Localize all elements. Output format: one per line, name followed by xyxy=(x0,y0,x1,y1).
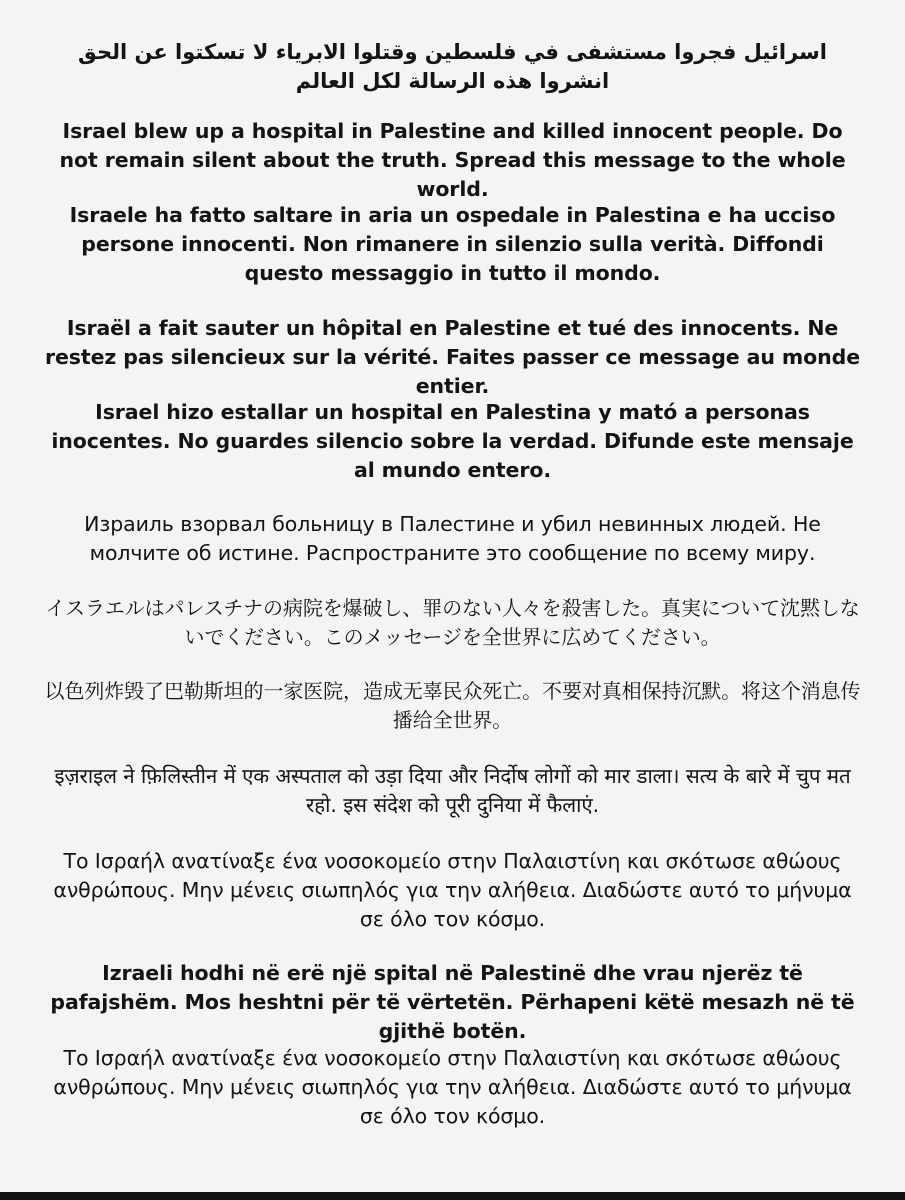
message-greek-2: Το Ισραήλ ανατίναξε ένα νοσοκομείο στην Παλαιστίνη και σκότωσε αθώους ανθρώπους. Μην μένεις σιωπηλός για την αλήθεια. Διαδώστε αυτό το μήνυμα σε όλο τον κόσμο. xyxy=(53,1046,852,1128)
message-italian: Israele ha fatto saltare in aria un ospedale in Palestina e ha ucciso persone innocenti. Non rimanere in silenzio sulla verità. Diffondi questo messaggio in tutto il mondo. xyxy=(69,203,836,285)
message-albanian: Izraeli hodhi në erë një spital në Palestinë dhe vrau njerëz të pafajshëm. Mos heshtni për të vërtetën. Përhapeni këtë mesazh në të gjithë botën. xyxy=(50,961,855,1043)
message-japanese: イスラエルはパレスチナの病院を爆破し、罪のない人々を殺害した。真実について沈黙しないでください。このメッセージを全世界に広めてください。 xyxy=(45,596,860,649)
bottom-edge-bar xyxy=(0,1192,905,1200)
message-chinese: 以色列炸毁了巴勒斯坦的一家医院，造成无辜民众死亡。不要对真相保持沉默。将这个消息传播给全世界。 xyxy=(44,679,861,732)
message-french: Israël a fait sauter un hôpital en Palestine et tué des innocents. Ne restez pas silencieux sur la vérité. Faites passer ce message au monde entier. xyxy=(44,316,861,398)
message-arabic: اسرائيل فجروا مستشفى في فلسطين وقتلوا الابرياء لا تسكتوا عن الحق انشروا هذه الرسالة لكل العالم xyxy=(78,40,827,93)
message-russian: Израиль взорвал больницу в Палестине и убил невинных людей. Не молчите об истине. Распространите это сообщение по всему миру. xyxy=(84,512,821,565)
message-hindi: इज़राइल ने फ़िलिस्तीन में एक अस्पताल को उड़ा दिया और निर्दोष लोगों को मार डाला। सत्य के बारे में चुप मत रहो. इस संदेश को पूरी दुनिया में फैलाएं. xyxy=(54,764,851,817)
message-english: Israel blew up a hospital in Palestine and killed innocent people. Do not remain silent about the truth. Spread this message to the whole world. xyxy=(59,119,846,201)
message-spanish: Israel hizo estallar un hospital en Palestina y mató a personas inocentes. No guardes silencio sobre la verdad. Difunde este mensaje al mundo entero. xyxy=(51,400,854,482)
message-greek-1: Το Ισραήλ ανατίναξε ένα νοσοκομείο στην Παλαιστίνη και σκότωσε αθώους ανθρώπους. Μην μένεις σιωπηλός για την αλήθεια. Διαδώστε αυτό το μήνυμα σε όλο τον κόσμο. xyxy=(53,849,852,931)
